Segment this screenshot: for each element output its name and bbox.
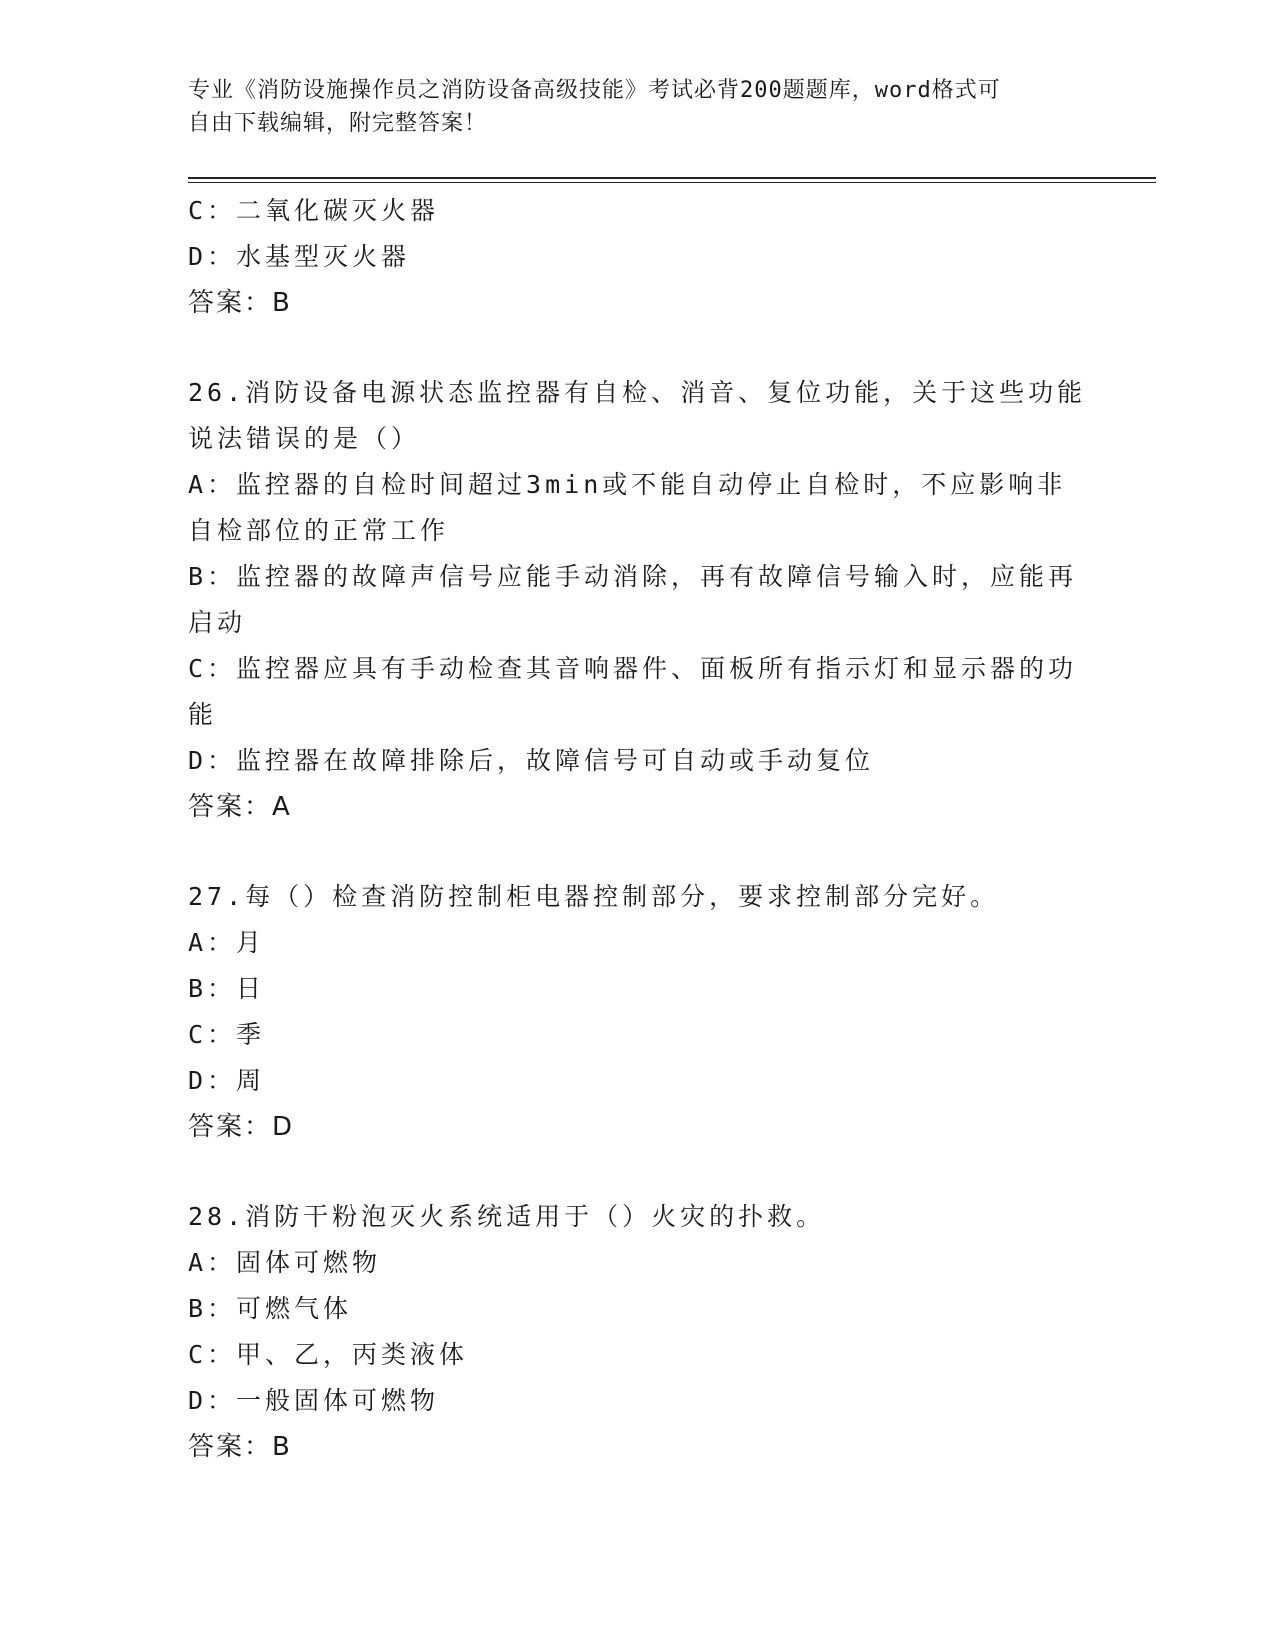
header-divider-thin [188,182,1156,183]
option-line: D：一般固体可燃物 [188,1386,440,1415]
option-line: A：监控器的自检时间超过3min或不能自动停止自检时，不应影响非 [188,470,1067,499]
option-line: D：水基型灭火器 [188,242,411,271]
question-stem-line: 28.消防干粉泡灭火系统适用于（）火灾的扑救。 [188,1202,826,1231]
option-line: 自检部位的正常工作 [188,516,450,545]
document-header [188,74,1068,140]
question-stem-line: 说法错误的是（） [188,424,421,453]
option-line: A：月 [188,928,266,957]
question-28 [188,1194,1088,1470]
option-line: C：监控器应具有手动检查其音响器件、面板所有指示灯和显示器的功 [188,654,1078,683]
question-gap [188,326,1088,370]
answer-line: 答案：B [188,1432,292,1462]
option-line: C：季 [188,1020,266,1049]
option-line: C：甲、乙，丙类液体 [188,1340,469,1369]
question-26 [188,370,1088,830]
option-line: A：固体可燃物 [188,1248,382,1277]
option-line: D：监控器在故障排除后，故障信号可自动或手动复位 [188,746,875,775]
option-line: B：日 [188,974,266,1003]
option-line: 启动 [188,608,247,637]
header-line-2: 自由下载编辑，附完整答案！ [188,111,488,136]
question-gap [188,830,1088,874]
option-line: D：周 [188,1066,266,1095]
question-stem-line: 26.消防设备电源状态监控器有自检、消音、复位功能，关于这些功能 [188,378,1087,407]
question-stem-line: 27.每（）检查消防控制柜电器控制部分，要求控制部分完好。 [188,882,1000,911]
question-27 [188,874,1088,1150]
document-body [188,188,1088,1470]
option-line: B：监控器的故障声信号应能手动消除，再有故障信号输入时，应能再 [188,562,1078,591]
question-gap [188,1150,1088,1194]
header-line-1: 专业《消防设施操作员之消防设备高级技能》考试必背200题题库，word格式可 [188,78,1001,103]
answer-line: 答案：B [188,288,292,318]
option-line: B：可燃气体 [188,1294,353,1323]
option-line: 能 [188,700,218,729]
question-25-tail [188,188,1088,326]
answer-line: 答案：A [188,792,292,822]
answer-line: 答案：D [188,1112,295,1142]
header-divider-thick [188,177,1156,179]
option-line: C：二氧化碳灭火器 [188,196,440,225]
